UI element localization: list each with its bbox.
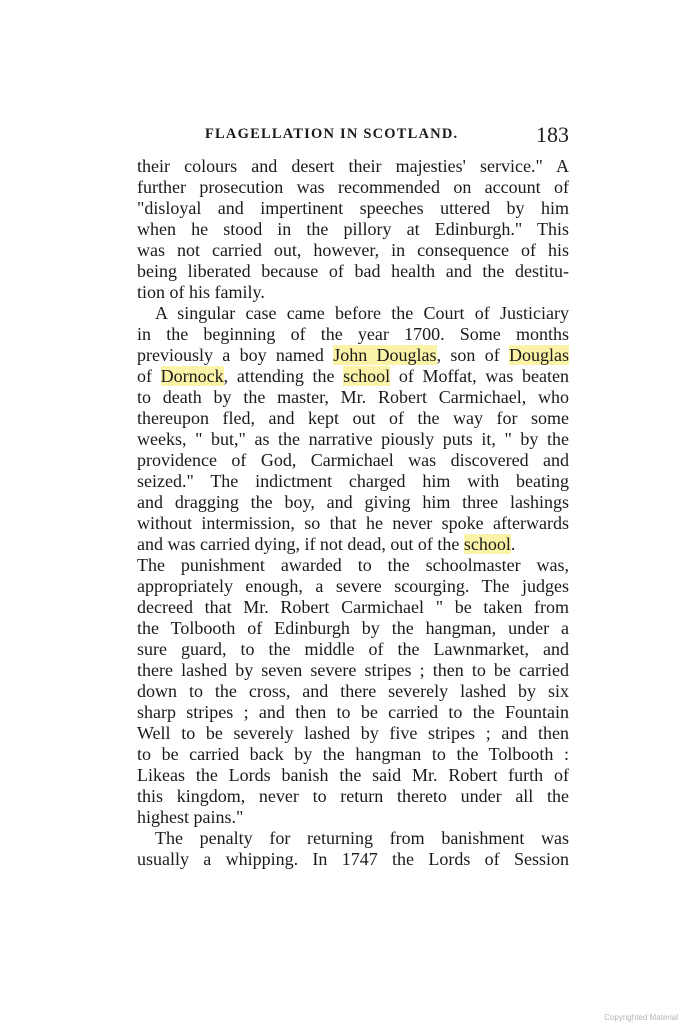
text-line: providence of God, Carmichael was discovered and [137, 450, 569, 470]
text-run: . [510, 534, 516, 554]
text-line: to death by the master, Mr. Robert Carmichael, who [137, 387, 569, 407]
text-line: without intermission, so that he never spoke afterwards [137, 513, 569, 533]
text-line: seized." The indictment charged him with beating [137, 471, 569, 491]
copyright-notice: Copyrighted Material [604, 1013, 678, 1022]
text-line: there lashed by seven severe stripes ; then to be carried [137, 660, 569, 680]
text-line: Well to be severely lashed by five stripes ; and then [137, 723, 569, 743]
text-line: sure guard, to the middle of the Lawnmarket, and [137, 639, 569, 659]
text-line: and dragging the boy, and giving him three lashings [137, 492, 569, 512]
text-line: Likeas the Lords banish the said Mr. Robert furth of [137, 765, 569, 785]
text-line: A singular case came before the Court of Justiciary [155, 303, 569, 323]
search-highlight: Douglas [509, 345, 570, 365]
text-line: decreed that Mr. Robert Carmichael " be taken from [137, 597, 569, 617]
search-highlight: school [463, 534, 511, 554]
text-line [137, 366, 569, 387]
text-run: , son of [436, 345, 510, 365]
text-line: their colours and desert their majesties' service." A [137, 156, 569, 176]
search-highlight: school [343, 366, 391, 386]
text-line: weeks, " but," as the narrative piously puts it, " by the [137, 429, 569, 449]
text-line: was not carried out, however, in consequence of his [137, 240, 569, 260]
running-title: FLAGELLATION IN SCOTLAND. [205, 126, 459, 142]
running-head [137, 122, 569, 146]
text-line: highest pains." [137, 807, 244, 827]
search-highlight: Dornock [160, 366, 224, 386]
text-run: previously a boy named [137, 345, 334, 365]
text-line: being liberated because of bad health and the destitu- [137, 261, 569, 281]
text-run: of Moffat, was beaten [390, 366, 569, 386]
text-line: thereupon fled, and kept out of the way for some [137, 408, 569, 428]
text-line: in the beginning of the year 1700. Some months [137, 324, 569, 344]
text-line: tion of his family. [137, 282, 265, 302]
text-line: "disloyal and impertinent speeches uttered by him [137, 198, 569, 218]
body-text [137, 156, 569, 870]
text-line: to be carried back by the hangman to the Tolbooth : [137, 744, 569, 764]
text-line [137, 534, 569, 555]
page-number: 183 [536, 122, 569, 147]
text-line: this kingdom, never to return thereto under all the [137, 786, 569, 806]
text-line: The penalty for returning from banishment was [155, 828, 569, 848]
text-line: appropriately enough, a severe scourging. The judges [137, 576, 569, 596]
text-run: , attending the [223, 366, 344, 386]
search-highlight: John Douglas [333, 345, 437, 365]
text-line: sharp stripes ; and then to be carried to the Fountain [137, 702, 569, 722]
text-line: the Tolbooth of Edinburgh by the hangman, under a [137, 618, 569, 638]
text-run: of [137, 366, 161, 386]
text-line: further prosecution was recommended on account of [137, 177, 569, 197]
text-line [137, 345, 569, 366]
text-line: when he stood in the pillory at Edinburgh." This [137, 219, 569, 239]
text-line: down to the cross, and there severely lashed by six [137, 681, 569, 701]
text-line: usually a whipping. In 1747 the Lords of Session [137, 849, 569, 869]
text-run: and was carried dying, if not dead, out of the [137, 534, 464, 554]
text-line: The punishment awarded to the schoolmaster was, [137, 555, 569, 575]
